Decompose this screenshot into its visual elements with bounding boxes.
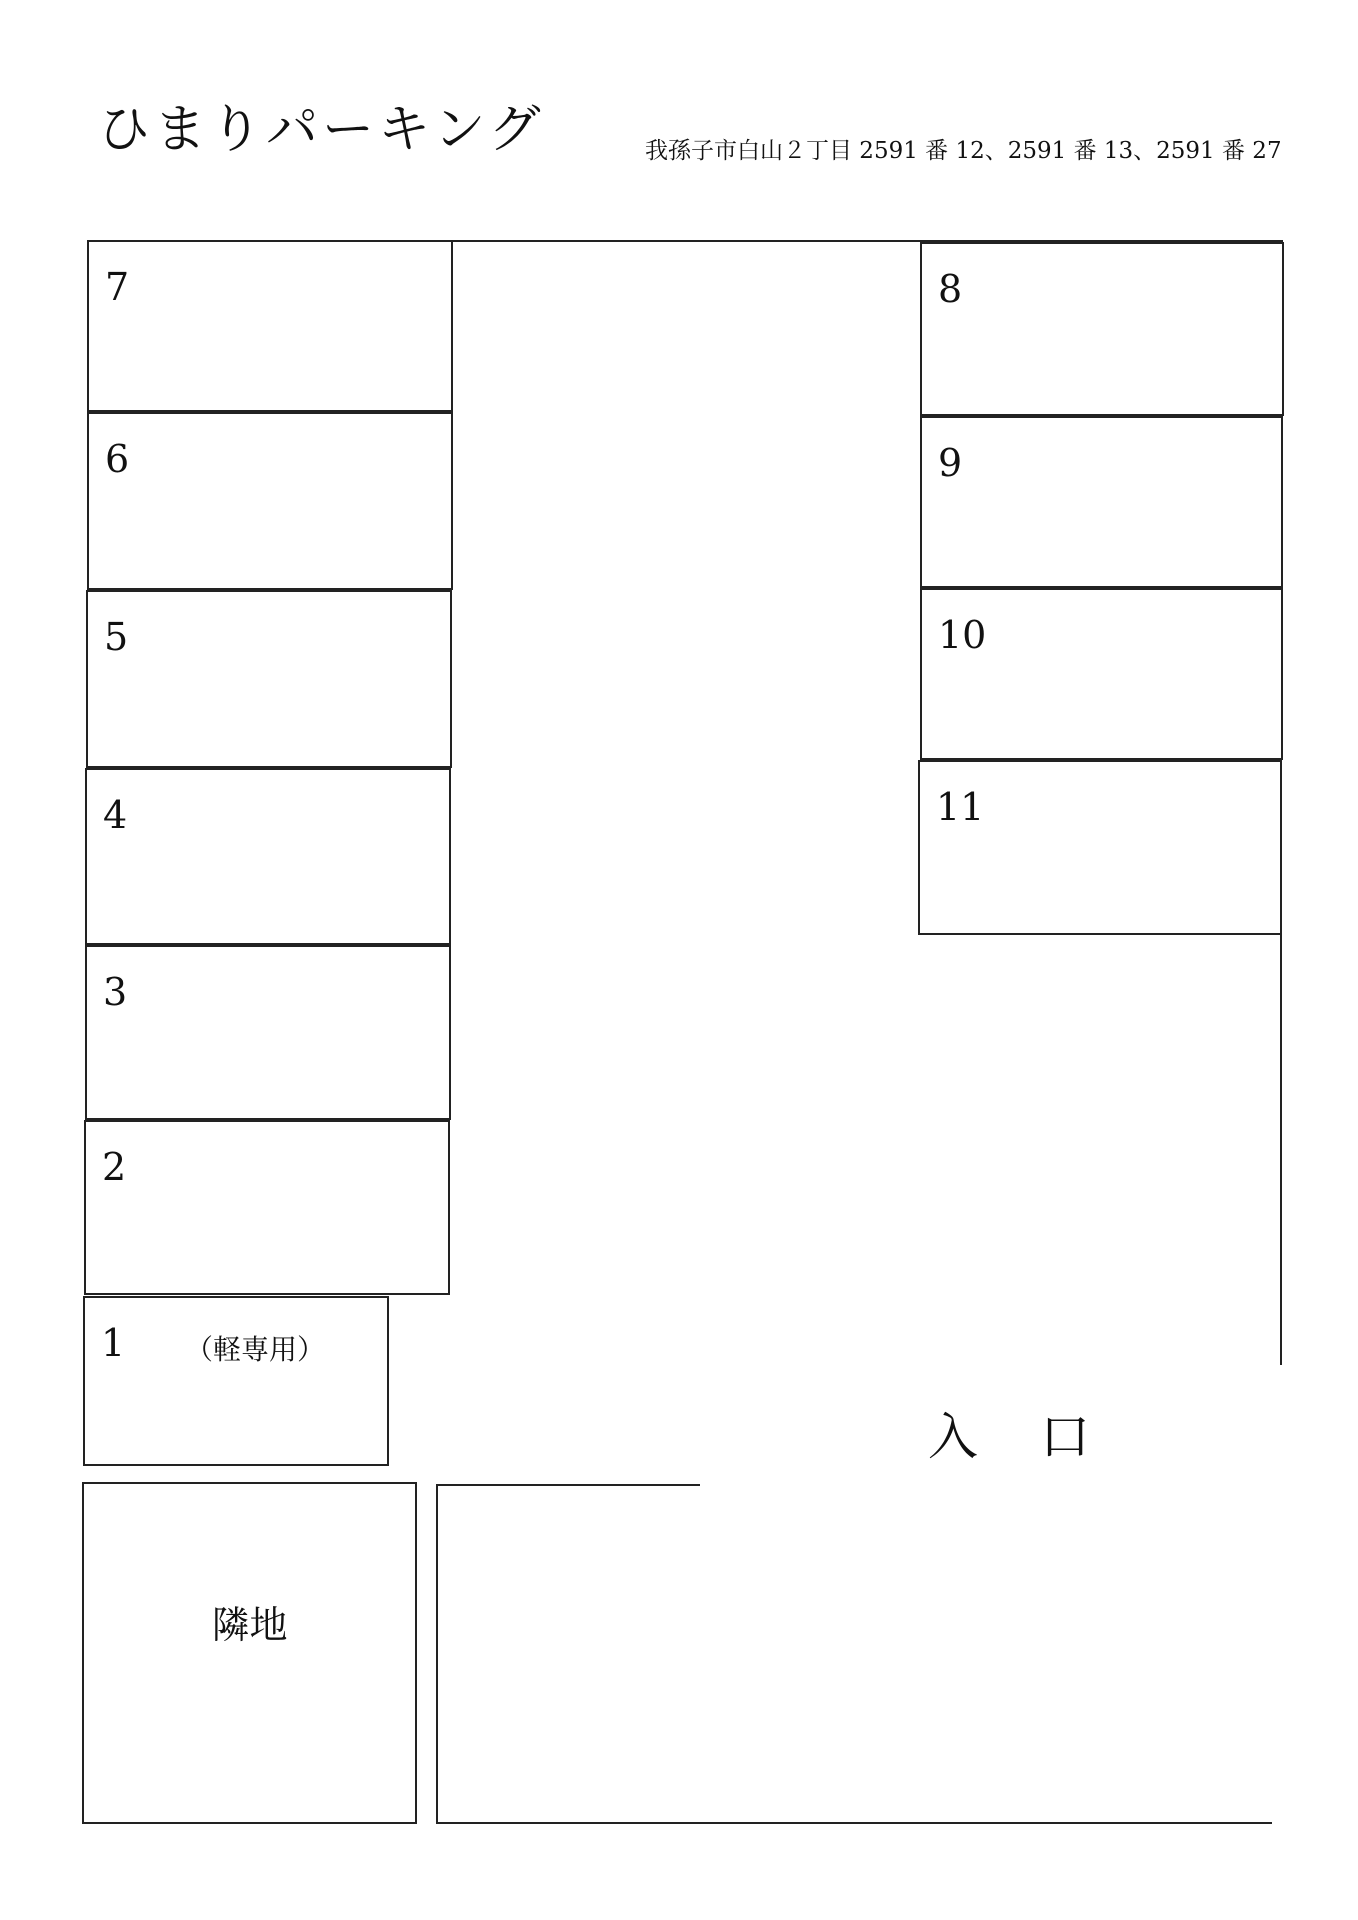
kei-car-only-note: （軽専用） <box>185 1333 326 1366</box>
parking-stall-11 <box>918 760 1282 935</box>
parking-stall-2 <box>84 1120 450 1295</box>
parking-stall-6 <box>87 412 453 590</box>
parking-stall-4 <box>85 768 451 945</box>
page-title: ひまりパーキング <box>98 100 545 160</box>
stall-number: 8 <box>938 267 963 311</box>
entrance-label: 入口 <box>928 1408 1152 1466</box>
stall-number: 9 <box>938 441 963 485</box>
stall-number: 7 <box>105 265 130 309</box>
parking-stall-5 <box>86 590 452 768</box>
stall-number: 1 <box>101 1321 126 1365</box>
stall-number: 4 <box>103 793 128 837</box>
parking-stall-10 <box>920 588 1283 760</box>
lower-area-bottom-line <box>438 1822 1272 1824</box>
parking-stall-7 <box>87 240 453 412</box>
neighboring-land-label: 隣地 <box>211 1603 288 1647</box>
parking-stall-8 <box>920 242 1284 416</box>
stall-number: 11 <box>936 785 985 829</box>
right-boundary-line <box>1280 935 1282 1365</box>
stall-number: 10 <box>938 613 987 657</box>
stall-number: 5 <box>104 615 129 659</box>
stall-number: 3 <box>103 970 128 1014</box>
parking-stall-1 <box>83 1296 389 1466</box>
neighboring-land <box>82 1482 417 1824</box>
lower-area-left-line <box>436 1484 438 1824</box>
parking-stall-3 <box>85 945 451 1120</box>
stall-number: 6 <box>105 437 130 481</box>
lower-area-top-line <box>436 1484 700 1486</box>
stall-number: 2 <box>102 1145 127 1189</box>
parking-stall-9 <box>920 416 1283 588</box>
address-text: 我孫子市白山２丁目 2591 番 12、2591 番 13、2591 番 27 <box>645 138 1282 164</box>
